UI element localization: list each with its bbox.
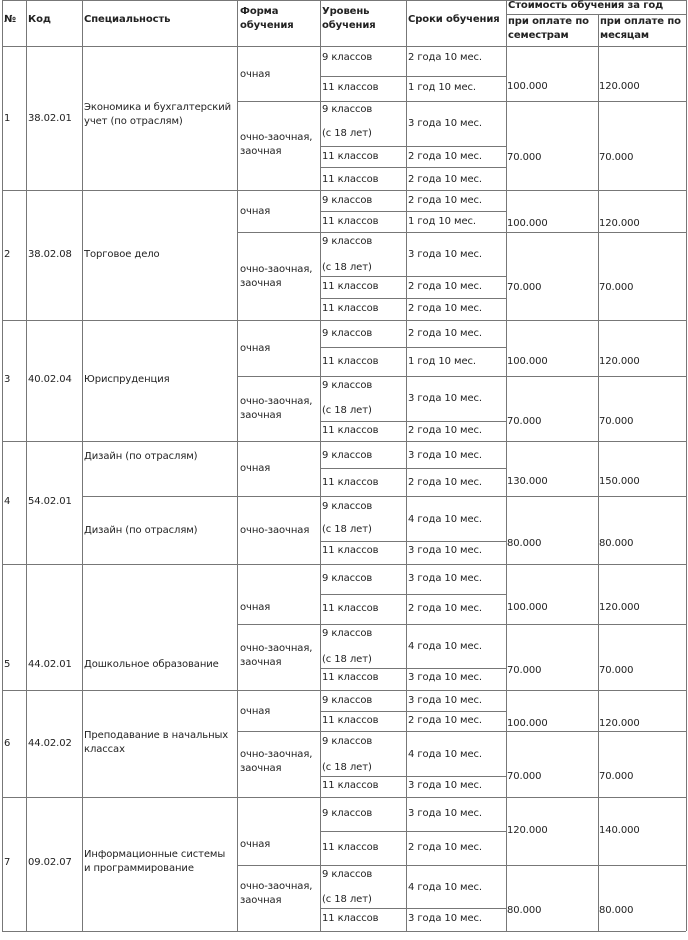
study-level: 9 классов — [322, 736, 373, 747]
sub-divider — [320, 298, 406, 299]
study-level: 11 классов — [322, 842, 379, 853]
cost-semester: 80.000 — [507, 905, 542, 916]
study-term: 4 года 10 мес. — [408, 641, 483, 652]
study-term: 2 года 10 мес. — [408, 715, 483, 726]
study-level: (с 18 лет) — [322, 405, 372, 416]
sub-divider — [320, 421, 406, 422]
header-specialty: Специальность — [84, 14, 171, 25]
cost-semester: 100.000 — [507, 718, 548, 729]
row-code: 44.02.02 — [28, 738, 72, 749]
cost-semester: 120.000 — [507, 825, 548, 836]
study-level: 11 классов — [322, 82, 379, 93]
row-code: 44.02.01 — [28, 659, 72, 670]
study-level: 9 классов — [322, 104, 373, 115]
study-form: очная — [240, 839, 271, 850]
section-divider — [237, 865, 686, 866]
study-level: 9 классов — [322, 573, 373, 584]
column-line — [237, 0, 238, 931]
column-line — [2, 0, 3, 931]
study-level: 9 классов — [322, 450, 373, 461]
cost-semester: 70.000 — [507, 771, 542, 782]
study-level: 11 классов — [322, 356, 379, 367]
section-divider — [237, 376, 686, 377]
header-cost: Стоимость обучения за год — [508, 0, 664, 11]
cost-month: 120.000 — [599, 602, 640, 613]
cost-month: 80.000 — [599, 905, 634, 916]
study-level: 9 классов — [322, 380, 373, 391]
cost-month: 70.000 — [599, 665, 634, 676]
sub-divider — [406, 167, 506, 168]
study-level: 11 классов — [322, 672, 379, 683]
row-border — [2, 441, 686, 442]
row-code: 38.02.01 — [28, 113, 72, 124]
cost-month: 70.000 — [599, 416, 634, 427]
row-code: 54.02.01 — [28, 496, 72, 507]
cost-semester: 70.000 — [507, 282, 542, 293]
study-term: 3 года 10 мес. — [408, 450, 483, 461]
cost-semester: 130.000 — [507, 476, 548, 487]
cost-semester: 100.000 — [507, 356, 548, 367]
row-specialty: Дизайн (по отраслям) — [84, 451, 198, 462]
study-level: (с 18 лет) — [322, 524, 372, 535]
column-line — [506, 0, 507, 931]
study-level: 11 классов — [322, 425, 379, 436]
cost-semester: 100.000 — [507, 602, 548, 613]
row-specialty: Дизайн (по отраслям) — [84, 525, 198, 536]
row-num: 3 — [4, 374, 11, 385]
sub-divider — [406, 276, 506, 277]
study-form: очно-заочная — [240, 525, 310, 536]
section-divider — [237, 731, 686, 732]
cost-month: 80.000 — [599, 538, 634, 549]
study-level: 9 классов — [322, 195, 373, 206]
study-term: 3 года 10 мес. — [408, 780, 483, 791]
row-code: 40.02.04 — [28, 374, 72, 385]
study-term: 3 года 10 мес. — [408, 672, 483, 683]
study-term: 3 года 10 мес. — [408, 573, 483, 584]
header-cost-month: при оплате по месяцам — [600, 16, 681, 41]
cost-month: 150.000 — [599, 476, 640, 487]
study-form: очная — [240, 206, 271, 217]
sub-divider — [320, 468, 506, 469]
header-level: Уровень обучения — [322, 6, 376, 31]
sub-divider — [320, 276, 406, 277]
row-specialty: Информационные системы и программирование — [84, 849, 226, 874]
cost-semester: 70.000 — [507, 665, 542, 676]
sub-divider — [320, 776, 406, 777]
study-term: 3 года 10 мес. — [408, 249, 483, 260]
cost-month: 120.000 — [599, 718, 640, 729]
study-term: 1 год 10 мес. — [408, 82, 476, 93]
column-line — [406, 0, 407, 931]
study-level: 9 классов — [322, 628, 373, 639]
study-term: 1 год 10 мес. — [408, 356, 476, 367]
study-level: 9 классов — [322, 501, 373, 512]
row-specialty: Экономика и бухгалтерский учет (по отраслям) — [84, 102, 232, 127]
row-num: 2 — [4, 249, 11, 260]
study-term: 4 года 10 мес. — [408, 514, 483, 525]
study-level: 11 классов — [322, 715, 379, 726]
study-level: 9 классов — [322, 328, 373, 339]
study-level: 11 классов — [322, 913, 379, 924]
study-level: (с 18 лет) — [322, 654, 372, 665]
cost-semester: 70.000 — [507, 152, 542, 163]
study-form: очная — [240, 463, 271, 474]
section-divider — [237, 624, 686, 625]
sub-divider — [406, 298, 506, 299]
row-border — [2, 797, 686, 798]
study-level: 11 классов — [322, 303, 379, 314]
study-form: очная — [240, 343, 271, 354]
row-specialty: Торговое дело — [84, 249, 160, 260]
sub-divider — [320, 711, 506, 712]
study-level: (с 18 лет) — [322, 128, 372, 139]
cost-month: 70.000 — [599, 771, 634, 782]
row-border — [2, 690, 686, 691]
sub-divider — [320, 211, 506, 212]
study-level: 11 классов — [322, 281, 379, 292]
cost-month: 70.000 — [599, 282, 634, 293]
study-term: 3 года 10 мес. — [408, 695, 483, 706]
section-divider — [237, 101, 686, 102]
study-level: 11 классов — [322, 780, 379, 791]
study-term: 3 года 10 мес. — [408, 808, 483, 819]
row-num: 4 — [4, 496, 11, 507]
sub-divider — [406, 776, 506, 777]
study-level: 11 классов — [322, 151, 379, 162]
header-num: № — [4, 14, 16, 25]
study-term: 2 года 10 мес. — [408, 477, 483, 488]
study-term: 4 года 10 мес. — [408, 882, 483, 893]
cost-month: 120.000 — [599, 218, 640, 229]
row-border — [2, 564, 686, 565]
row-border — [2, 931, 686, 932]
sub-divider — [406, 421, 506, 422]
sub-divider — [406, 146, 506, 147]
study-form: очно-заочная, заочная — [240, 881, 313, 906]
sub-divider — [320, 594, 506, 595]
row-num: 5 — [4, 659, 11, 670]
row-border — [2, 320, 686, 321]
cost-month: 70.000 — [599, 152, 634, 163]
sub-divider — [320, 76, 506, 77]
sub-divider — [406, 668, 506, 669]
study-term: 3 года 10 мес. — [408, 118, 483, 129]
study-term: 2 года 10 мес. — [408, 174, 483, 185]
row-specialty: Преподавание в начальных классах — [84, 730, 229, 755]
study-form: очно-заочная, заочная — [240, 396, 313, 421]
row-specialty: Юриспруденция — [84, 374, 170, 385]
study-term: 4 года 10 мес. — [408, 749, 483, 760]
cost-semester: 100.000 — [507, 81, 548, 92]
study-level: 9 классов — [322, 695, 373, 706]
study-form: очная — [240, 706, 271, 717]
row-border — [2, 190, 686, 191]
study-term: 3 года 10 мес. — [408, 545, 483, 556]
study-form: очно-заочная, заочная — [240, 749, 313, 774]
row-specialty: Дошкольное образование — [84, 659, 219, 670]
cost-month: 140.000 — [599, 825, 640, 836]
study-level: 11 классов — [322, 477, 379, 488]
column-line — [598, 14, 599, 931]
study-term: 2 года 10 мес. — [408, 603, 483, 614]
cost-semester: 100.000 — [507, 218, 548, 229]
study-form: очная — [240, 69, 271, 80]
study-form: очно-заочная, заочная — [240, 132, 313, 157]
sub-divider — [406, 541, 506, 542]
study-level: 11 классов — [322, 545, 379, 556]
column-line — [82, 0, 83, 931]
sub-divider — [320, 167, 406, 168]
column-line — [26, 0, 27, 931]
cost-month: 120.000 — [599, 356, 640, 367]
study-form: очно-заочная, заочная — [240, 643, 313, 668]
study-level: 9 классов — [322, 52, 373, 63]
study-level: (с 18 лет) — [322, 262, 372, 273]
row-num: 6 — [4, 738, 11, 749]
study-form: очно-заочная, заочная — [240, 264, 313, 289]
study-level: (с 18 лет) — [322, 762, 372, 773]
sub-divider — [406, 908, 506, 909]
study-term: 2 года 10 мес. — [408, 303, 483, 314]
study-term: 2 года 10 мес. — [408, 151, 483, 162]
study-level: 11 классов — [322, 174, 379, 185]
cost-semester: 70.000 — [507, 416, 542, 427]
study-term: 2 года 10 мес. — [408, 842, 483, 853]
study-level: 11 классов — [322, 603, 379, 614]
cost-semester: 80.000 — [507, 538, 542, 549]
study-level: 9 классов — [322, 869, 373, 880]
sub-divider — [320, 146, 406, 147]
sub-divider — [320, 908, 406, 909]
study-term: 2 года 10 мес. — [408, 328, 483, 339]
header-terms: Сроки обучения — [408, 14, 500, 25]
study-level: (с 18 лет) — [322, 894, 372, 905]
sub-divider — [320, 347, 506, 348]
section-divider — [237, 232, 686, 233]
sub-divider — [320, 668, 406, 669]
study-level: 11 классов — [322, 216, 379, 227]
row-num: 7 — [4, 857, 11, 868]
row-code: 38.02.08 — [28, 249, 72, 260]
header-cost-semester: при оплате по семестрам — [508, 16, 589, 41]
study-level: 9 классов — [322, 236, 373, 247]
study-term: 2 года 10 мес. — [408, 52, 483, 63]
study-term: 3 года 10 мес. — [408, 913, 483, 924]
cost-month: 120.000 — [599, 81, 640, 92]
study-form: очная — [240, 602, 271, 613]
header-form: Форма обучения — [240, 6, 294, 31]
column-line — [320, 0, 321, 931]
header-bottom-line — [2, 46, 686, 47]
row-code: 09.02.07 — [28, 857, 72, 868]
sub-divider — [320, 831, 506, 832]
header-code: Код — [28, 14, 51, 25]
study-term: 2 года 10 мес. — [408, 281, 483, 292]
section-divider — [82, 496, 686, 497]
study-term: 1 год 10 мес. — [408, 216, 476, 227]
study-term: 3 года 10 мес. — [408, 393, 483, 404]
sub-divider — [320, 541, 406, 542]
study-term: 2 года 10 мес. — [408, 425, 483, 436]
row-num: 1 — [4, 113, 11, 124]
study-term: 2 года 10 мес. — [408, 195, 483, 206]
study-level: 9 классов — [322, 808, 373, 819]
column-line — [686, 0, 687, 931]
